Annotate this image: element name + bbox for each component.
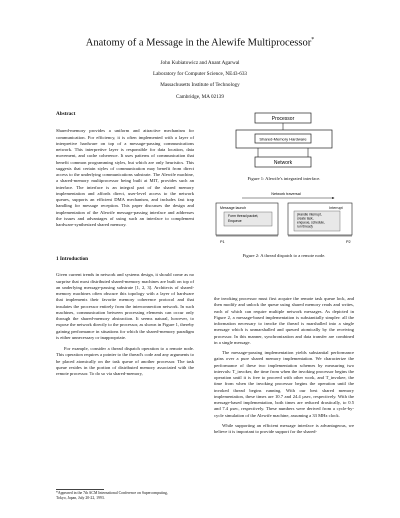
- right-column-text: [214, 296, 354, 435]
- figure-1-caption: Figure 1: Alewife's integrated interface.: [247, 176, 321, 181]
- handle-interrupt-line-4: run thread): [297, 224, 313, 229]
- introduction-section: [56, 256, 194, 377]
- interrupt-title: Interrupt: [329, 206, 343, 210]
- node-p2-label: P2: [346, 240, 351, 244]
- shared-memory-hardware-label: Shared-Memory Hardware: [259, 136, 307, 142]
- node-p1-label: P1: [220, 240, 225, 244]
- message-launch-title: Message launch: [220, 206, 247, 210]
- handle-interrupt-line-1: (Handle interrupt,: [297, 212, 322, 217]
- form-thread-packet-line-2: Enqueue: [228, 219, 242, 223]
- form-thread-packet-line-1: Form thread packet,: [228, 214, 259, 218]
- handle-interrupt-line-2: create task,: [297, 216, 314, 221]
- author-names: John Kubiatowicz and Anant Agarwal: [160, 60, 240, 66]
- right-paragraph-3: While supporting an efficient message interface is advantageous, we believe it is important to provide support for the shared-: [214, 422, 354, 434]
- abstract-body: Shared-memory provides a uniform and attractive mechanism for communication. For efficiency, it is often implemented with a layer of interpretive hardware on top of a message-passing communications network. This interpretive layer is responsible for data location, data movement, and cache coherence. It uses patterns of communication that benefit common programming styles, but which are only heuristics. This suggests that certain styles of communication may benefit from direct access to the underlying communications substrate. The Alewife machine, a shared-memory multiprocessor being built at MIT, provides such an interface. The interface is an integral part of the shared memory implementation and affords direct, user-level access to the network queues, supports an efficient DMA mechanism, and includes fast trap handling for message reception. This paper discusses the design and implementation of the Alewife message-passing interface and addresses the issues and advantages of using such an interface to complement hardware-synthesized shared memory.: [56, 128, 194, 227]
- footnote-line-1: *Appeared in the 7th ACM International Conference on Supercomputing,: [56, 491, 168, 495]
- title-footnote-mark: *: [311, 37, 315, 43]
- abstract-heading: Abstract: [56, 111, 76, 117]
- intro-paragraph-1: Given current trends in network and systems design, it should come as no surprise that most distributed shared-memory machines are built on top of an underlying message-passing substrate [1, 2, 3]. Architects of shared-memory machines often obscure this topology with a layer of hardware that implements their favorite memory coherence protocol and that insulates the processor entirely from the interconnection network. In such machines, communication between processing elements can occur only through the shared-memory abstraction. It seems natural, however, to expose the network directly to the processor, as shown in Figure 1, thereby gaining performance in situations for which the shared-memory paradigm is either unnecessary or inappropriate.: [56, 272, 194, 340]
- handle-interrupt-line-3: enqueue, schedule,: [297, 220, 325, 225]
- figure-1-diagram: [228, 110, 340, 172]
- footnote: [56, 491, 194, 501]
- processor-label: Processor: [271, 116, 295, 122]
- title-text: Anatomy of a Message in the Alewife Multiprocessor: [85, 37, 312, 49]
- intro-paragraph-2: For example, consider a thread dispatch operation to a remote node. This operation requires a pointer to the thread's code and any arguments to be placed atomically on the task queue of another processor. The task queue resides in the portion of distributed memory associated with the remote processor. To do so via shared-memory,: [56, 346, 194, 376]
- figure-2-diagram: [214, 190, 356, 246]
- abstract-section: [56, 111, 194, 228]
- right-paragraph-1: the invoking processor must first acquire the remote task queue lock, and then modify and unlock the queue using shared memory reads and writes, each of which can require multiple network messages. As depicted in Figure 2, a message-based implementation is substantially simpler: all the information necessary to invoke the thread is marshalled into a single message which is unmarshalled and queued atomically by the receiving processor. In this manner, synchronization and data transfer are combined in a single message.: [214, 296, 354, 345]
- footnote-line-2: Tokyo, Japan, July 20-22, 1993.: [56, 496, 105, 500]
- author-institute: Massachusetts Institute of Technology: [160, 82, 240, 89]
- footnote-rule: [56, 489, 104, 490]
- right-paragraph-2: The message-passing implementation yields substantial performance gains over a pure shared memory implementation. We characterize the performance of these two implementation schemes by measuring two intervals: T_invoker, the time from when the invoking processor begins the operation until it is free to proceed with other work, and T_invokee, the time from when the invoking processor begins the operation until the invoked thread begins running. With our best shared memory implementation, these times are 10.7 and 24.4 µsec, respectively. With the message-based implementation, both times are reduced drastically, to 0.5 and 7.4 µsec, respectively. These numbers were derived from a cycle-by-cycle simulation of the Alewife machine, assuming a 33 MHz clock.: [214, 350, 354, 418]
- author-city: Cambridge, MA 02139: [176, 93, 224, 100]
- figure-2-caption: Figure 2: A thread dispatch to a remote node.: [242, 253, 326, 258]
- paper-title: [0, 37, 400, 49]
- author-lab: Laboratory for Computer Science, NE43-633: [152, 71, 248, 78]
- network-label: Network: [273, 160, 293, 166]
- network-traversal-label: Network traversal: [271, 192, 301, 196]
- introduction-heading: 1 Introduction: [56, 256, 89, 262]
- author-block: [0, 58, 400, 103]
